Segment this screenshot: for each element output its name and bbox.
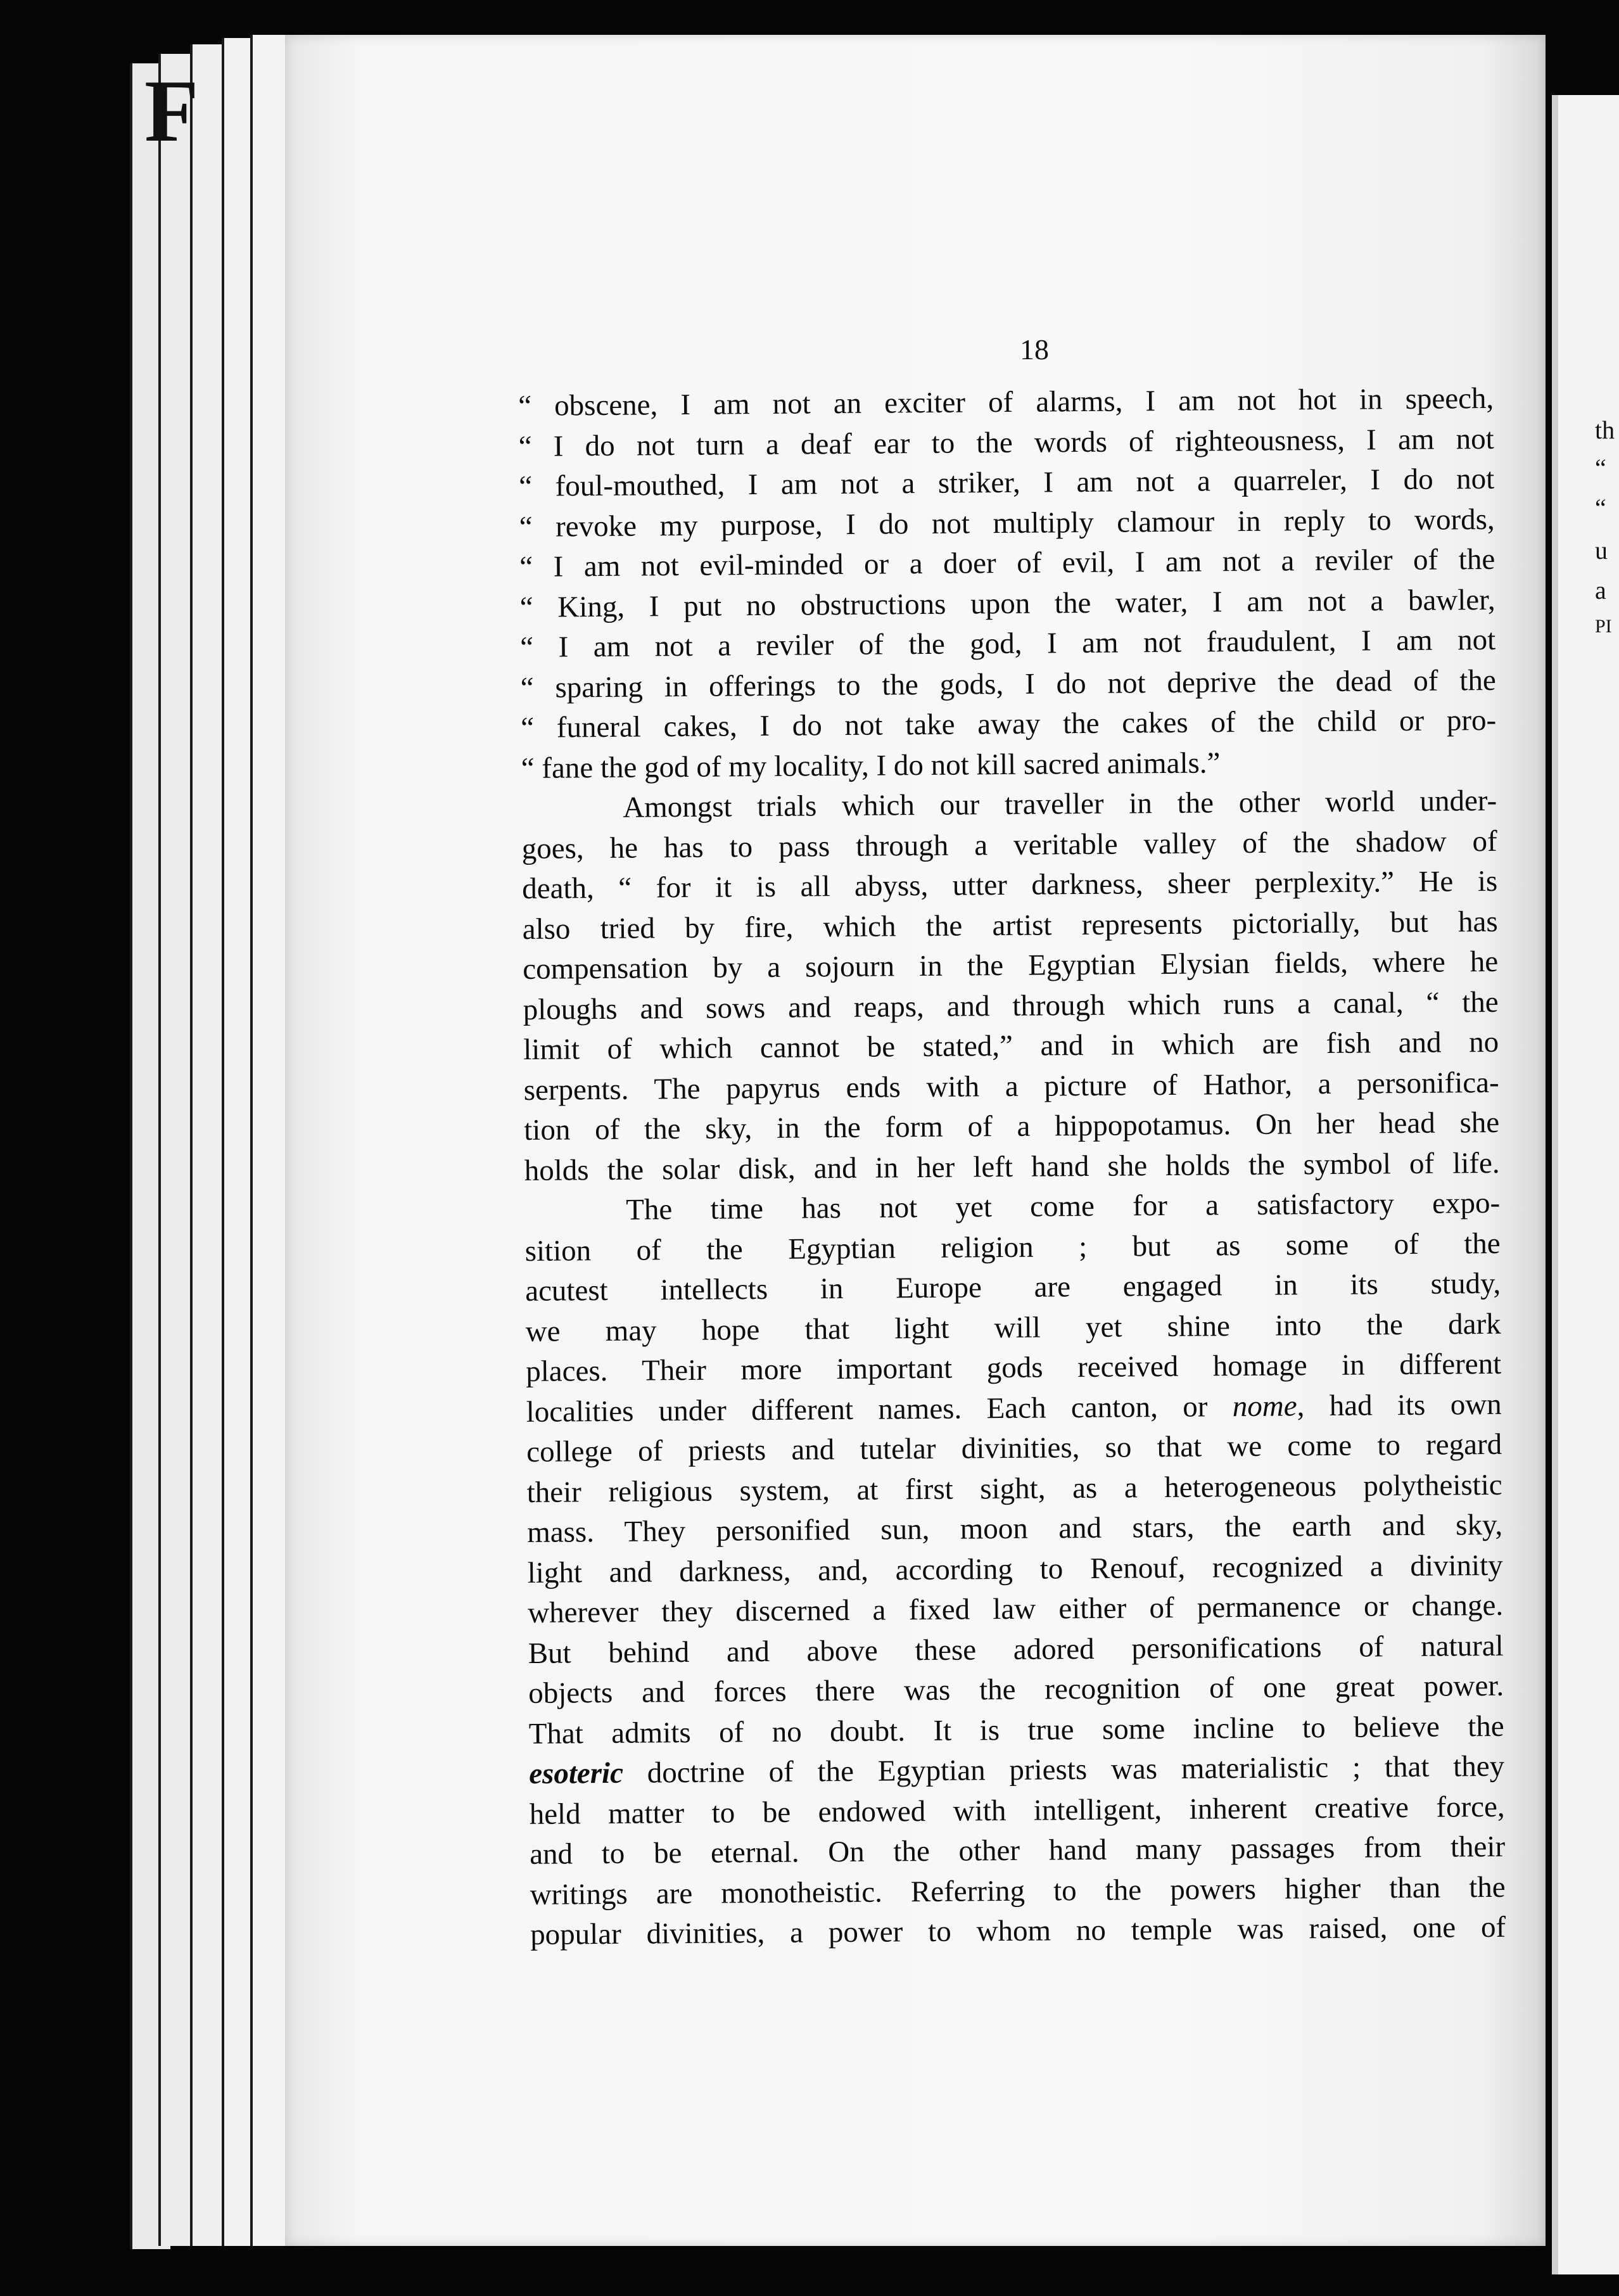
text-line: “ revoke my purpose, I do not multiply clamour in reply to words, — [519, 502, 1495, 544]
text-line: acutest intellects in Europe are engaged in its study, — [525, 1266, 1501, 1308]
text-line: “ obscene, I am not an exciter of alarms, I am not hot in speech, — [518, 381, 1494, 423]
italic-term: nome — [1232, 1389, 1297, 1423]
text-line: places. Their more important gods received homage in different — [526, 1347, 1502, 1388]
text-line: “ I am not evil-minded or a doer of evil, I am not a reviler of the — [519, 542, 1495, 584]
text-line: limit of which cannot be stated,” and in which are fish and no — [523, 1025, 1499, 1066]
text-line: and to be eternal. On the other hand many passages from their — [529, 1830, 1506, 1871]
text-line: also tried by fire, which the artist represents pictorially, but has — [522, 905, 1498, 946]
text-line: ploughs and sows and reaps, and through which runs a canal, “ the — [523, 985, 1499, 1026]
text-line: popular divinities, a power to whom no temple was raised, one of — [530, 1910, 1506, 1951]
text-line: compensation by a sojourn in the Egyptian Elysian fields, where he — [523, 945, 1499, 986]
text-line: death, “ for it is all abyss, utter darkness, sheer perplexity.” He is — [522, 864, 1498, 905]
body-text — [518, 379, 1506, 1956]
text-line: held matter to be endowed with intelligent, inherent creative force, — [529, 1790, 1505, 1831]
text-line: light and darkness, and, according to Renouf, recognized a divinity — [527, 1548, 1503, 1590]
facing-page-fragment: u — [1595, 536, 1608, 564]
text-line: their religious system, at first sight, as a heterogeneous polytheistic — [526, 1468, 1502, 1509]
text-line: But behind and above these adored personifications of natural — [528, 1629, 1504, 1670]
text-line: objects and forces there was the recognition of one great power. — [528, 1669, 1504, 1710]
italic-term: esoteric — [528, 1756, 624, 1790]
facing-page-fragment: “ — [1595, 454, 1606, 482]
text-line: tion of the sky, in the form of a hippopotamus. On her head she — [524, 1106, 1500, 1147]
facing-page-fragment: a — [1595, 576, 1606, 604]
text-line — [529, 1747, 1504, 1795]
facing-page-fragment: th — [1595, 416, 1615, 444]
text-segment: localities under different names. Each canton, or — [526, 1390, 1208, 1429]
text-line: “ I am not a reviler of the god, I am not fraudulent, I am not — [520, 623, 1496, 664]
text-line: “ funeral cakes, I do not take away the cakes of the child or pro- — [521, 703, 1497, 744]
left-page-corner-letter: F — [144, 62, 199, 160]
text-line: wherever they discerned a fixed law either of permanence or change. — [528, 1588, 1504, 1630]
text-line — [526, 1384, 1501, 1432]
facing-page-fragment: “ — [1595, 494, 1606, 522]
text-line: writings are monotheistic. Referring to the powers higher than the — [530, 1870, 1506, 1911]
facing-page-fragment: PI — [1595, 616, 1612, 637]
text-line: we may hope that light will yet shine into the dark — [525, 1307, 1501, 1348]
text-line: mass. They personified sun, moon and stars, the earth and sky, — [527, 1508, 1503, 1549]
text-line: goes, he has to pass through a veritable valley of the shadow of — [521, 824, 1497, 865]
text-segment: , had its own — [1297, 1387, 1502, 1422]
paragraph-first-line: Amongst trials which our traveller in the other world under- — [623, 784, 1497, 824]
text-segment: doctrine of the Egyptian priests was materialistic ; that they — [647, 1749, 1505, 1790]
text-line: holds the solar disk, and in her left hand she holds the symbol of life. — [524, 1146, 1500, 1187]
text-line: college of priests and tutelar divinities, so that we come to regard — [526, 1427, 1502, 1469]
text-line: “ sparing in offerings to the gods, I do not deprive the dead of the — [520, 663, 1496, 705]
text-line: “ foul-mouthed, I am not a striker, I am not a quarreler, I do not — [519, 462, 1495, 503]
text-line: sition of the Egyptian religion ; but as some of the — [524, 1227, 1501, 1268]
text-line: That admits of no doubt. It is true some incline to believe the — [528, 1709, 1504, 1751]
page-number: 18 — [1020, 333, 1049, 366]
paragraph-first-line: The time has not yet come for a satisfactory expo- — [626, 1186, 1501, 1227]
text-line: “ fane the god of my locality, I do not kill sacred animals.” — [521, 746, 1221, 785]
text-line: “ King, I put no obstructions upon the water, I am not a bawler, — [519, 583, 1495, 624]
text-line: “ I do not turn a deaf ear to the words of righteousness, I am not — [518, 422, 1494, 463]
text-line: serpents. The papyrus ends with a picture of Hathor, a personifica- — [523, 1066, 1499, 1107]
